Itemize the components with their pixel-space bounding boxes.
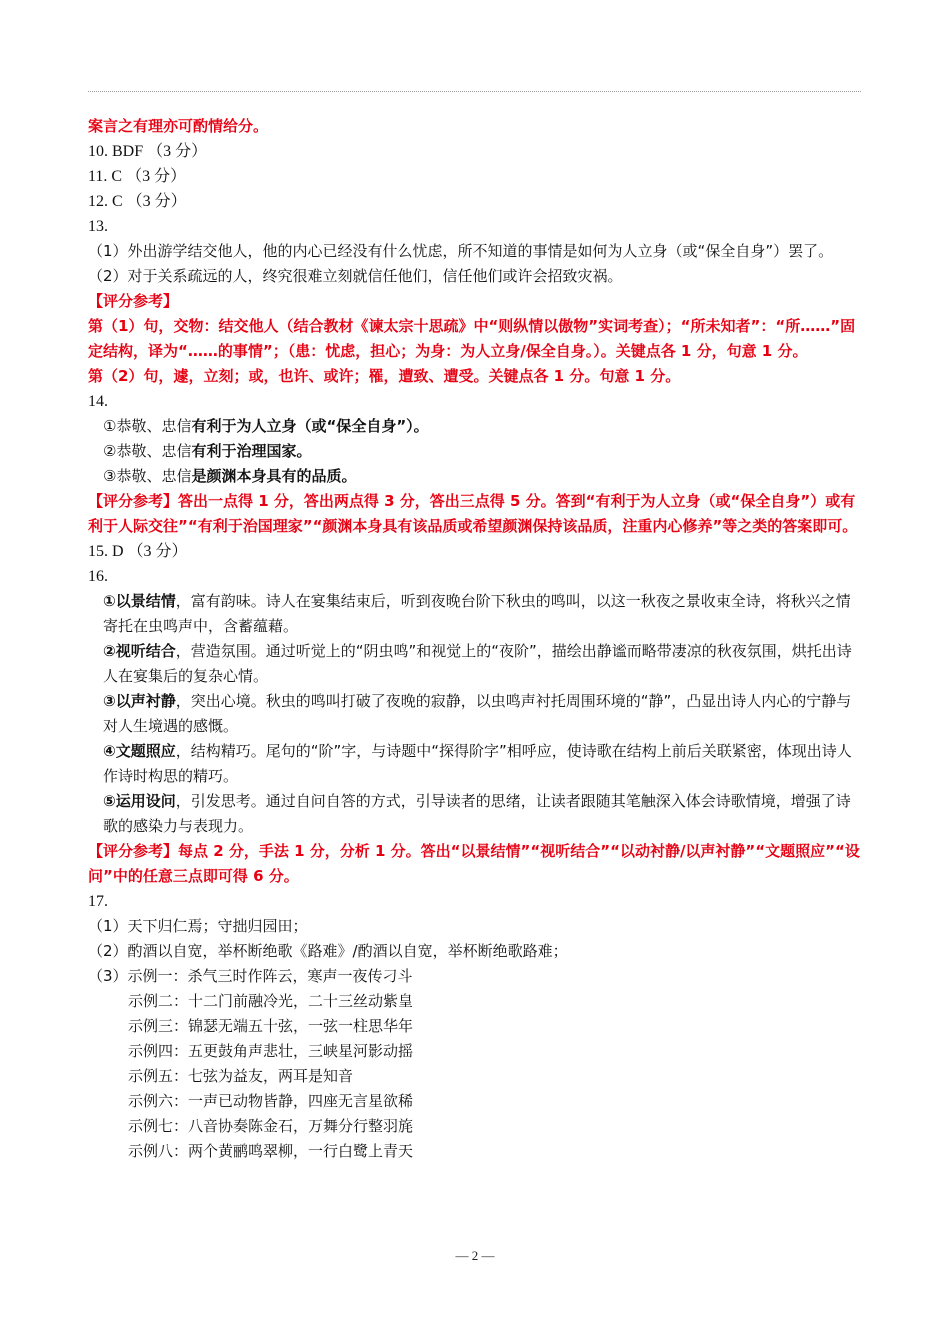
q17-answer-2: （2）酌酒以自宽，举杯断绝歌《路难》/酌酒以自宽，举杯断绝歌路难； [88,942,568,960]
q13-scoring-2: 第（2）句，遽，立刻；或，也许、或许；罹，遭致、遭受。关键点各 1 分。句意 1 分。 [88,367,681,385]
q14-point-1: ①恭敬、忠信有利于为人立身（或“保全自身”）。 [103,417,429,435]
q17-example-7: 示例七：八音协奏陈金石，万舞分行整羽旄 [128,1117,414,1135]
question-17: 17. [88,893,108,910]
q13-scoring-title: 【评分参考】 [88,292,179,310]
q16-point-5: ⑤运用设问，引发思考。通过自问自答的方式，引导读者的思绪，让读者跟随其笔触深入体会诗歌情境，增强了诗歌的感染力与表现力。 [103,792,851,835]
question-16: 16. [88,568,108,585]
q14-scoring: 【评分参考】答出一点得 1 分，答出两点得 3 分，答出三点得 5 分。答到“有利于为人立身（或“保全自身”）或有利于人际交往”“有利于治国理家”“颜渊本身具有该品质或希望颜渊保持该品质，注重内心修养”等之类的答案即可。 [88,492,858,535]
q17-example-2: 示例二：十二门前融冷光，二十三丝动紫皇 [128,992,414,1010]
q14-point-2: ②恭敬、忠信有利于治理国家。 [103,442,312,460]
q17-answer-3: （3）示例一：杀气三时作阵云，寒声一夜传刁斗 [88,967,413,985]
q17-example-4: 示例四：五更鼓角声悲壮，三峡星河影动摇 [128,1042,414,1060]
q16-point-4: ④文题照应，结构精巧。尾句的“阶”字，与诗题中“探得阶字”相呼应，使诗歌在结构上前后关联紧密，体现出诗人作诗时构思的精巧。 [103,742,852,785]
q17-example-6: 示例六：一声已动物皆静，四座无言星欲稀 [128,1092,414,1110]
q14-point-3: ③恭敬、忠信是颜渊本身具有的品质。 [103,467,357,485]
answer-content [88,114,864,1164]
continued-note: 案言之有理亦可酌情给分。 [88,117,269,135]
q13-translation-2: （2）对于关系疏远的人，终究很难立刻就信任他们，信任他们或许会招致灾祸。 [88,267,623,285]
page-number: — 2 — [455,1248,495,1263]
q17-answer-1: （1）天下归仁焉；守拙归园田； [88,917,308,935]
header-rule [88,91,861,92]
answer-12: 12. C （3 分） [88,193,187,210]
answer-10: 10. BDF （3 分） [88,143,208,160]
q17-example-5: 示例五：七弦为益友，两耳是知音 [128,1067,354,1085]
question-13: 13. [88,218,108,235]
q17-example-3: 示例三：锦瑟无端五十弦，一弦一柱思华年 [128,1017,414,1035]
q16-point-3: ③以声衬静，突出心境。秋虫的鸣叫打破了夜晚的寂静，以虫鸣声衬托周围环境的“静”，凸显出诗人内心的宁静与对人生境遇的感慨。 [103,692,852,735]
q16-scoring: 【评分参考】每点 2 分，手法 1 分，分析 1 分。答出“以景结情”“视听结合”“以动衬静/以声衬静”“文题照应”“设问”中的任意三点即可得 6 分。 [88,842,860,885]
answer-11: 11. C （3 分） [88,168,187,185]
q13-scoring-1: 第（1）句，交物：结交他人（结合教材《谏太宗十思疏》中“则纵情以傲物”实词考查）；“所未知者”：“所……”固定结构，译为“……的事情”；（患：忧虑，担心；为身：为人立身/保全自身。）。关键点各 1 分，句意 1 分。 [88,317,856,360]
q13-translation-1: （1）外出游学结交他人，他的内心已经没有什么忧虑，所不知道的事情是如何为人立身（或“保全自身”）罢了。 [88,242,834,260]
q16-point-1: ①以景结情，富有韵味。诗人在宴集结束后，听到夜晚台阶下秋虫的鸣叫，以这一秋夜之景收束全诗，将秋兴之情寄托在虫鸣声中，含蓄蕴藉。 [103,592,851,635]
q17-example-8: 示例八：两个黄鹂鸣翠柳，一行白鹭上青天 [128,1142,414,1160]
q16-point-2: ②视听结合，营造氛围。通过听觉上的“阴虫鸣”和视觉上的“夜阶”，描绘出静谧而略带凄凉的秋夜氛围，烘托出诗人在宴集后的复杂心情。 [103,642,852,685]
answer-15: 15. D （3 分） [88,543,188,560]
question-14: 14. [88,393,108,410]
